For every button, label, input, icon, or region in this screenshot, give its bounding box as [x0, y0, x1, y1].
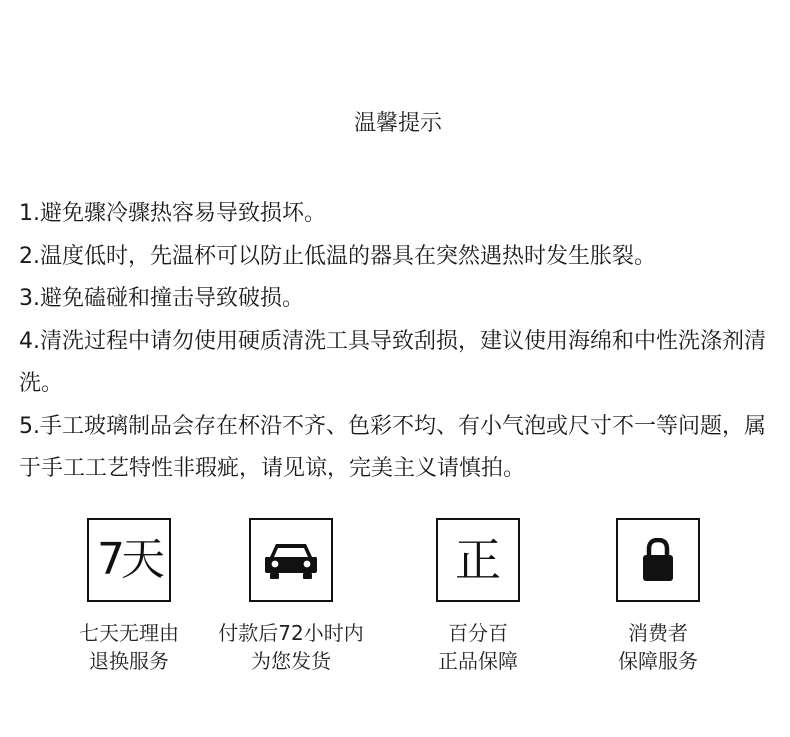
seven-day-icon-text: 7天 [97, 534, 161, 585]
badge-caption-line: 正品保障 [438, 649, 518, 673]
page-title: 温馨提示 [353, 111, 442, 136]
service-badges [0, 518, 790, 678]
car-icon-graphic [264, 540, 318, 580]
tips-list [19, 193, 781, 491]
badge-caption-line: 七天无理由 [79, 621, 179, 645]
badge-caption [206, 619, 376, 675]
badge-caption [573, 619, 743, 675]
lock-icon [616, 518, 700, 602]
badge-caption-line: 为您发货 [251, 649, 331, 673]
car-icon [249, 518, 333, 602]
badge-caption-line: 付款后72小时内 [218, 621, 364, 645]
tip-item: 1.避免骤冷骤热容易导致损坏。 [19, 201, 326, 226]
badge-caption-line: 消费者 [628, 621, 688, 645]
tip-item: 5.手工玻璃制品会存在杯沿不齐、色彩不均、有小气泡或尺寸不一等问题，属于手工工艺特性非瑕疵，请见谅，完美主义请慎拍。 [19, 413, 766, 481]
seven-day-icon [87, 518, 171, 602]
badge-caption-line: 保障服务 [618, 649, 698, 673]
lock-icon-graphic [641, 538, 675, 582]
badge-caption [393, 619, 563, 675]
badge-caption-line: 退换服务 [89, 649, 169, 673]
tip-item: 4.清洗过程中请勿使用硬质清洗工具导致刮损，建议使用海绵和中性洗涤剂清洗。 [19, 328, 766, 396]
authentic-icon-text: 正 [455, 533, 501, 587]
tip-item: 2.温度低时，先温杯可以防止低温的器具在突然遇热时发生胀裂。 [19, 243, 656, 269]
tip-item: 3.避免磕碰和撞击导致破损。 [19, 286, 304, 311]
badge-caption-line: 百分百 [448, 621, 508, 645]
authentic-icon [436, 518, 520, 602]
badge-caption [44, 619, 214, 675]
